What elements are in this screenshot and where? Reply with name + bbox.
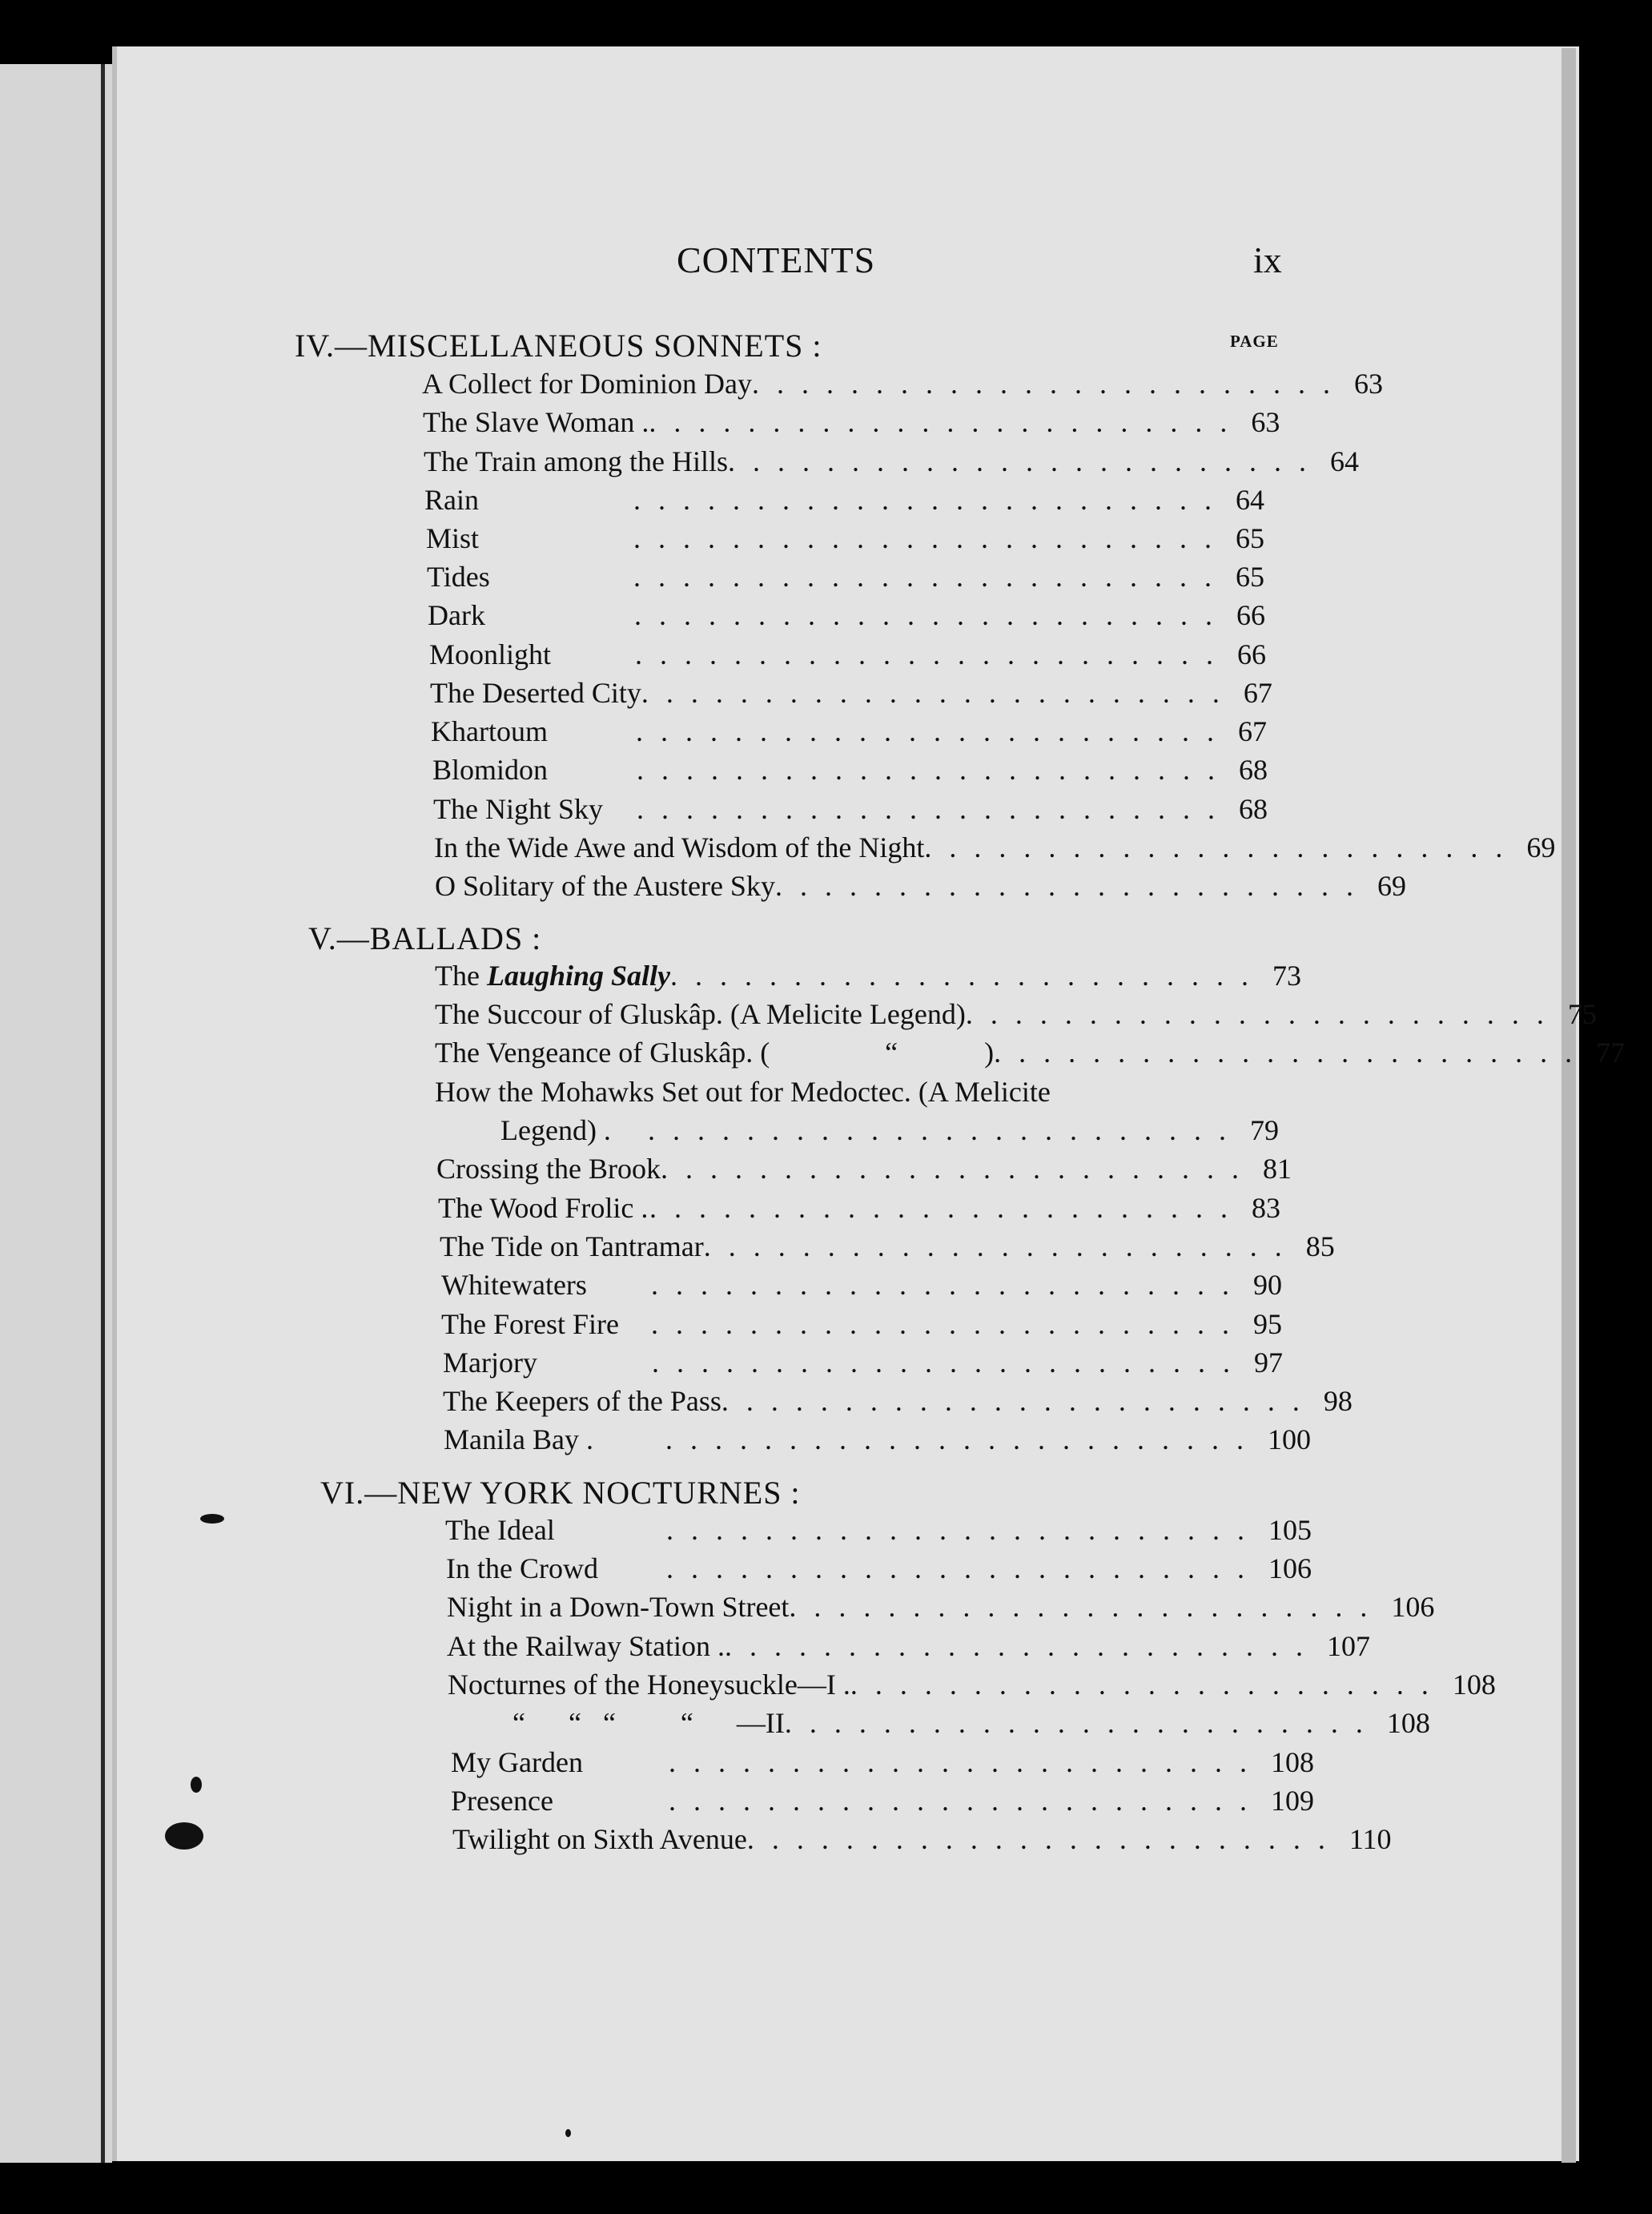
entry-page: 100	[1268, 1423, 1311, 1455]
dot-leader: ........................	[789, 1591, 1385, 1623]
entry-page: 90	[1253, 1269, 1282, 1301]
dot-leader: ........................	[635, 638, 1231, 670]
entry-page: 63	[1353, 368, 1383, 400]
toc-entry	[444, 1423, 1324, 1461]
entry-title: Khartoum	[431, 715, 548, 747]
entry-title-italic: Laughing Sally	[486, 960, 671, 992]
dot-leader: ........................	[634, 599, 1230, 631]
entry-page: 67	[1243, 677, 1272, 709]
toc-entry	[452, 1822, 1392, 1861]
entry-title: Presence	[451, 1785, 553, 1817]
dot-leader: ........................	[636, 715, 1232, 747]
entry-page: 108	[1271, 1746, 1314, 1778]
entry-page: 108	[1386, 1707, 1430, 1739]
entry-page: 98	[1323, 1385, 1353, 1417]
entry-title: Night in a Down-Town Street	[447, 1591, 790, 1623]
dot-leader: ........................	[637, 754, 1232, 786]
dot-leader: ........................	[641, 677, 1237, 709]
entry-page: 97	[1254, 1347, 1283, 1379]
dot-leader: ........................	[665, 1423, 1261, 1455]
entry-title: The Slave Woman .	[423, 406, 649, 438]
entry-title: The Forest Fire	[441, 1308, 619, 1340]
toc-entry	[447, 1590, 1435, 1628]
dot-leader: ........................	[670, 960, 1267, 992]
dot-leader: ........................	[648, 1114, 1244, 1146]
toc-entry	[448, 1668, 1496, 1706]
entry-page: 65	[1236, 561, 1264, 593]
dot-leader: ........................	[724, 1630, 1320, 1662]
entry-title: Whitewaters	[441, 1269, 587, 1301]
toc-entry	[430, 676, 1294, 715]
dot-leader: ........................	[751, 368, 1348, 400]
entry-title: How the Mohawks Set out for Medoctec. (A Melicite	[435, 1076, 1051, 1108]
dot-leader: ........................	[661, 1153, 1257, 1185]
dot-leader: ........................	[651, 1308, 1247, 1340]
dot-leader: ........................	[728, 445, 1324, 477]
toc-entry	[512, 1706, 1430, 1745]
entry-page: 109	[1271, 1785, 1314, 1817]
dot-leader: ........................	[651, 1269, 1247, 1301]
entry-title: Blomidon	[432, 754, 549, 786]
toc-entry	[441, 1307, 1309, 1346]
entry-title: Dark	[428, 599, 485, 631]
ink-speck	[191, 1777, 202, 1793]
toc-entry	[440, 1230, 1335, 1268]
entry-title: The Ideal	[445, 1514, 555, 1546]
ink-speck	[165, 1822, 203, 1850]
dot-leader: ........................	[649, 1192, 1245, 1224]
dot-leader: ........................	[649, 406, 1245, 438]
toc-entry	[424, 483, 1292, 521]
toc-entry	[445, 1513, 1324, 1552]
entry-title: The Wood Frolic .	[438, 1192, 649, 1224]
ink-speck	[565, 2129, 571, 2137]
toc-entry	[432, 753, 1295, 791]
toc-entry	[447, 1629, 1370, 1668]
section-heading: V.—BALLADS :	[308, 920, 542, 956]
entry-page: 106	[1391, 1591, 1435, 1623]
entry-page: 75	[1567, 998, 1597, 1030]
toc-entry	[429, 638, 1293, 676]
entry-page: 68	[1239, 754, 1268, 786]
entry-page: 65	[1236, 522, 1264, 554]
ink-speck	[200, 1514, 224, 1524]
dot-leader: ........................	[994, 1037, 1590, 1069]
entry-page: 107	[1326, 1630, 1370, 1662]
toc-entry	[438, 1191, 1308, 1230]
entry-page: 64	[1236, 484, 1264, 516]
toc-entry	[435, 869, 1406, 908]
entry-title: The Succour of Gluskâp. (A Melicite Legend)	[435, 998, 966, 1030]
toc-entry	[428, 598, 1292, 637]
entry-title: Twilight on Sixth Avenue	[452, 1823, 747, 1855]
dot-leader: ........................	[666, 1514, 1262, 1546]
entry-page: 110	[1349, 1823, 1392, 1855]
dot-leader: ........................	[965, 998, 1562, 1030]
entry-title: The Keepers of the Pass	[443, 1385, 721, 1417]
section-heading: IV.—MISCELLANEOUS SONNETS :	[295, 328, 822, 364]
toc-entry	[434, 831, 1556, 869]
dot-leader: ........................	[703, 1230, 1300, 1262]
toc-entry	[433, 792, 1295, 831]
dot-leader: ........................	[633, 484, 1229, 516]
toc-entry	[446, 1552, 1324, 1590]
dot-leader: ........................	[746, 1823, 1343, 1855]
dot-leader: ........................	[924, 831, 1521, 863]
entry-title: The Train among the Hills	[424, 445, 728, 477]
entry-page: 64	[1330, 445, 1359, 477]
entry-page: 83	[1252, 1192, 1280, 1224]
entry-title: The Vengeance of Gluskâp. ( “ )	[435, 1037, 995, 1069]
toc-entry	[500, 1113, 1306, 1152]
entry-title: A Collect for Dominion Day	[422, 368, 752, 400]
entry-title: At the Railway Station .	[447, 1630, 725, 1662]
page-title: CONTENTS	[677, 240, 876, 280]
dot-leader: ........................	[669, 1785, 1264, 1817]
entry-page: 67	[1238, 715, 1267, 747]
dot-leader: ........................	[652, 1347, 1248, 1379]
toc-entry	[451, 1784, 1327, 1822]
dot-leader: ........................	[633, 522, 1229, 554]
entry-title: “ “ “ “ —II	[512, 1707, 785, 1739]
entry-title: Nocturnes of the Honeysuckle—I .	[448, 1669, 850, 1701]
entry-page: 66	[1236, 599, 1265, 631]
entry-title: Crossing the Brook	[436, 1153, 661, 1185]
toc-entry	[435, 1075, 1306, 1113]
binding-fold	[101, 64, 105, 2163]
toc-entry	[443, 1346, 1310, 1384]
entry-title: The Night Sky	[433, 793, 603, 825]
page-number: ix	[1253, 240, 1282, 280]
toc-entry	[431, 715, 1294, 753]
entry-page: 69	[1526, 831, 1556, 863]
entry-page: 108	[1452, 1669, 1496, 1701]
entry-title: Moonlight	[429, 638, 552, 670]
entry-title: Mist	[426, 522, 480, 554]
entry-title: The Tide on Tantramar	[440, 1230, 704, 1262]
entry-page: 79	[1250, 1114, 1279, 1146]
entry-title: O Solitary of the Austere Sky	[435, 870, 775, 902]
toc-entry	[423, 405, 1291, 444]
dot-leader: ........................	[784, 1707, 1381, 1739]
dot-leader: ........................	[721, 1385, 1317, 1417]
entry-title: The Laughing Sally	[435, 960, 671, 992]
page-column-label: PAGE	[1230, 332, 1279, 351]
dot-leader: ........................	[633, 561, 1229, 593]
entry-title: In the Crowd	[446, 1552, 598, 1584]
entry-title: Marjory	[443, 1347, 537, 1379]
entry-title: The Deserted City	[430, 677, 641, 709]
entry-title: Legend) .	[500, 1114, 611, 1146]
entry-page: 77	[1596, 1037, 1626, 1069]
entry-title: Tides	[427, 561, 490, 593]
toc-entry	[426, 521, 1292, 560]
toc-entry	[443, 1384, 1353, 1423]
entry-page: 69	[1377, 870, 1406, 902]
entry-title: My Garden	[451, 1746, 583, 1778]
entry-page: 95	[1253, 1308, 1282, 1340]
toc-entry	[435, 997, 1597, 1036]
dot-leader: ........................	[669, 1746, 1264, 1778]
previous-page-edge	[0, 64, 112, 2163]
toc-entry	[436, 1152, 1307, 1190]
entry-page: 81	[1263, 1153, 1292, 1185]
entry-page: 63	[1251, 406, 1280, 438]
entry-page: 85	[1305, 1230, 1335, 1262]
dot-leader: ........................	[666, 1552, 1262, 1584]
toc-entry	[441, 1268, 1309, 1306]
toc-entry	[424, 445, 1359, 483]
toc-entry	[435, 959, 1306, 997]
toc-entry	[451, 1745, 1327, 1784]
dot-leader: ........................	[637, 793, 1232, 825]
dot-leader: ........................	[850, 1669, 1446, 1701]
entry-title: Manila Bay .	[444, 1423, 593, 1455]
entry-page: 106	[1268, 1552, 1312, 1584]
dot-leader: ........................	[774, 870, 1371, 902]
entry-page: 68	[1239, 793, 1268, 825]
page-edge-shadow	[1562, 48, 1576, 2163]
entry-title: Rain	[424, 484, 479, 516]
toc-entry	[435, 1036, 1626, 1074]
entry-title: In the Wide Awe and Wisdom of the Night	[434, 831, 925, 863]
entry-page: 73	[1272, 960, 1302, 992]
toc-entry	[427, 560, 1292, 598]
toc-entry	[422, 367, 1383, 405]
section-heading: VI.—NEW YORK NOCTURNES :	[320, 1475, 801, 1511]
entry-page: 66	[1237, 638, 1266, 670]
entry-page: 105	[1268, 1514, 1312, 1546]
